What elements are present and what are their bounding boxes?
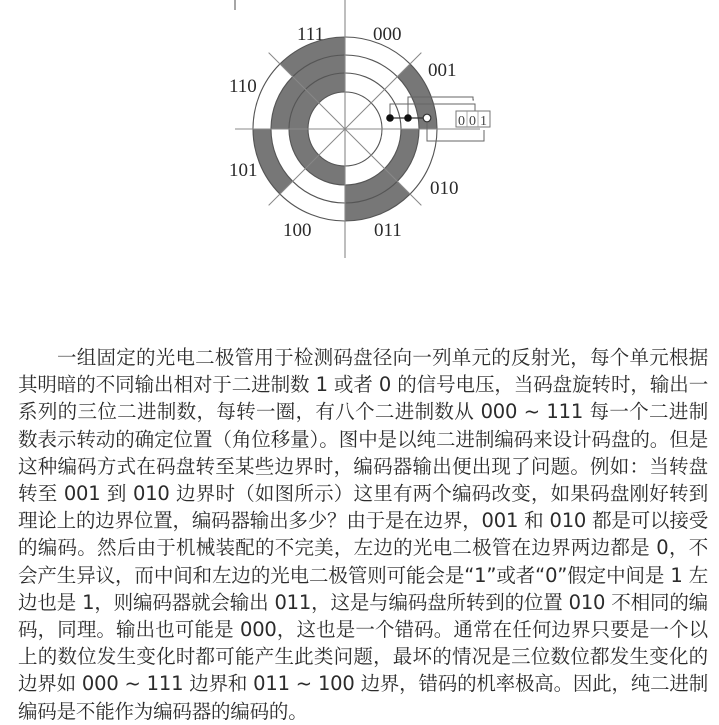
output-bit-3: 1 [480,114,487,129]
photodiode-right [423,114,431,122]
sector-label-011: 011 [374,220,402,241]
output-bit-1: 0 [458,114,465,129]
sector-label-000: 000 [373,24,402,45]
photodiode-left [386,114,394,122]
binary-code-disk-diagram [0,0,719,270]
sector-label-001: 001 [428,60,457,81]
photodiode-middle [404,114,412,122]
sector-label-111: 111 [297,24,325,45]
code-disk [235,0,480,258]
output-bit-2: 0 [469,114,476,129]
sector-label-010: 010 [430,178,459,199]
sector-label-110: 110 [229,76,257,97]
code-disk-figure [0,0,719,270]
body-paragraph: 一组固定的光电二极管用于检测码盘径向一列单元的反射光，每个单元根据其明暗的不同输出相对于二进制数 1 或者 0 的信号电压，当码盘旋转时，输出一系列的三位二进制数，每转一圈，有八个二进制数从 000 ~ 111 每一个二进制数表示转动的确定位置（角位移量）。图中是以纯二进制编码来设计码盘的。但是这种编码方式在码盘转至某些边界时，编码器输出便出现了问题。例如：当转盘转至 001 到 010 边界时（如图所示）这里有两个编码改变，如果码盘刚好转到理论上的边界位置，编码器输出多少？由于是在边界，001 和 010 都是可以接受的编码。然后由于机械装配的不完美，左边的光电二极管在边界两边都是 0，不会产生异议，而中间和左边的光电二极管则可能会是“1”或者“0”假定中间是 1 左边也是 1，则编码器就会输出 011，这是与编码盘所转到的位置 010 不相同的编码，同理。输出也可能是 000，这也是一个错码。通常在任何边界只要是一个以上的数位发生变化时都可能产生此类问题，最坏的情况是三位数位都发生变化的边界如 000 ~ 111 边界和 011 ~ 100 边界，错码的机率极高。因此，纯二进制编码是不能作为编码器的编码的。 [18,346,708,723]
sector-label-101: 101 [229,160,258,181]
sector-label-100: 100 [283,220,312,241]
